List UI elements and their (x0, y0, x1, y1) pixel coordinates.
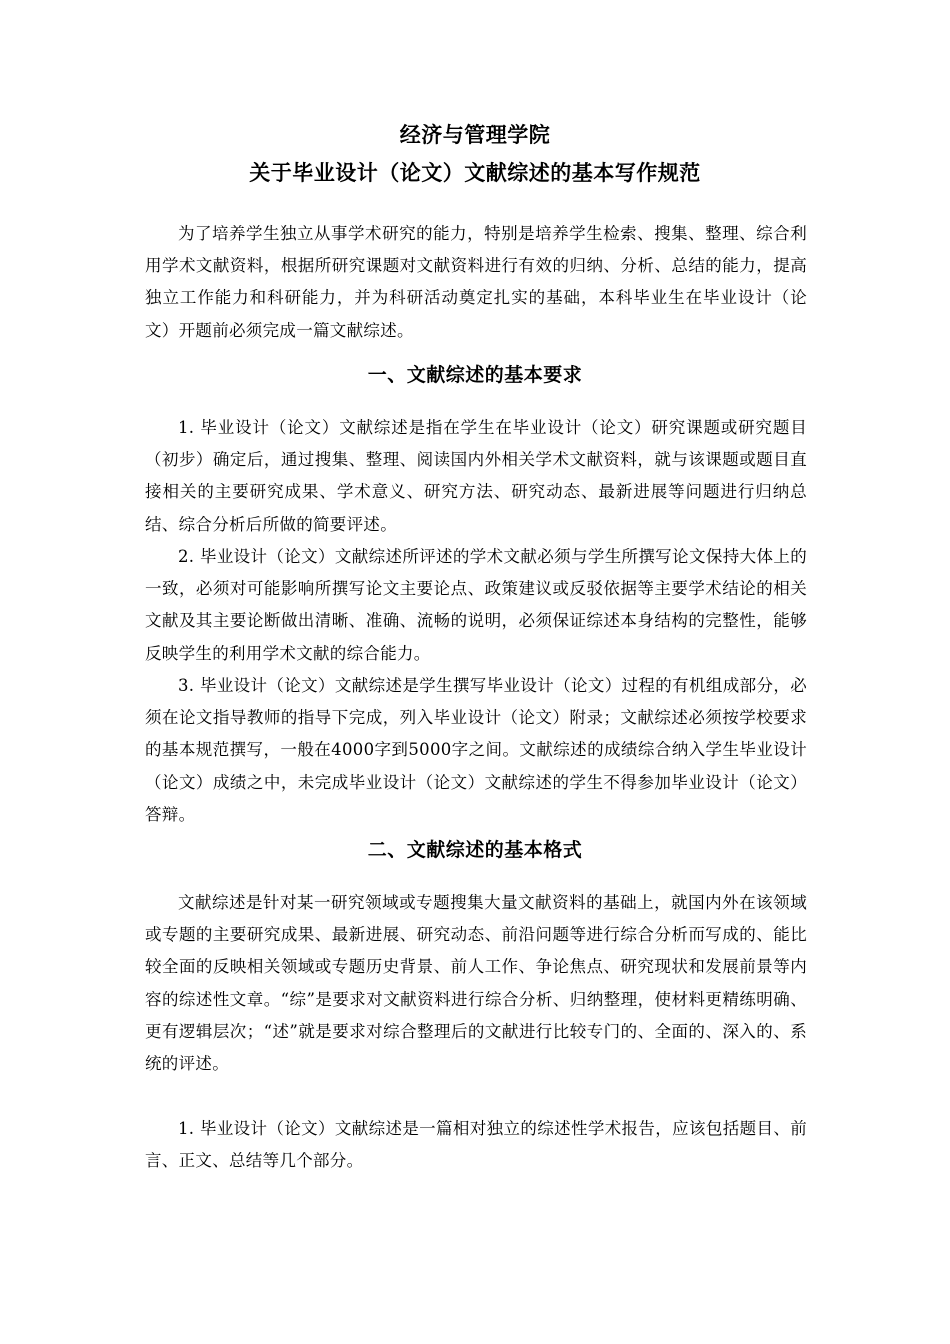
section1-heading: 一、文献综述的基本要求 (367, 364, 583, 386)
section2-heading: 二、文献综述的基本格式 (367, 839, 583, 861)
section1-item-2: 2. 毕业设计（论文）文献综述所评述的学术文献必须与学生所撰写论文保持大体上的一致，必须对可能影响所撰写论文主要论点、政策建议或反驳依据等主要学术结论的相关文献及其主要论断做出清晰、准确、流畅的说明，必须保证综述本身结构的完整性，能够反映学生的利用学术文献的综合能力。 (145, 547, 807, 663)
intro-paragraph: 为了培养学生独立从事学术研究的能力，特别是培养学生检索、搜集、整理、综合利用学术文献资料，根据所研究课题对文献资料进行有效的归纳、分析、总结的能力，提高独立工作能力和科研能力，并为科研活动奠定扎实的基础，本科毕业生在毕业设计（论文）开题前必须完成一篇文献综述。 (145, 224, 807, 340)
document-title-line1: 经济与管理学院 (399, 123, 551, 147)
section1-item-1: 1. 毕业设计（论文）文献综述是指在学生在毕业设计（论文）研究课题或研究题目（初步）确定后，通过搜集、整理、阅读国内外相关学术文献资料，就与该课题或题目直接相关的主要研究成果、学术意义、研究方法、研究动态、最新进展等问题进行归纳总结、综合分析后所做的简要评述。 (145, 418, 807, 534)
document-title-line2: 关于毕业设计（论文）文献综述的基本写作规范 (249, 161, 701, 185)
section1-item-3: 3. 毕业设计（论文）文献综述是学生撰写毕业设计（论文）过程的有机组成部分，必须在论文指导教师的指导下完成，列入毕业设计（论文）附录；文献综述必须按学校要求的基本规范撰写，一般在4000字到5000字之间。文献综述的成绩综合纳入学生毕业设计（论文）成绩之中，未完成毕业设计（论文）文献综述的学生不得参加毕业设计（论文）答辩。 (145, 676, 807, 824)
section2-item-1: 1. 毕业设计（论文）文献综述是一篇相对独立的综述性学术报告，应该包括题目、前言、正文、总结等几个部分。 (145, 1119, 807, 1171)
section2-intro-paragraph: 文献综述是针对某一研究领域或专题搜集大量文献资料的基础上，就国内外在该领域或专题的主要研究成果、最新进展、研究动态、前沿问题等进行综合分析而写成的、能比较全面的反映相关领域或专题历史背景、前人工作、争论焦点、研究现状和发展前景等内容的综述性文章。“综”是要求对文献资料进行综合分析、归纳整理，使材料更精练明确、更有逻辑层次；“述”就是要求对综合整理后的文献进行比较专门的、全面的、深入的、系统的评述。 (145, 893, 807, 1074)
